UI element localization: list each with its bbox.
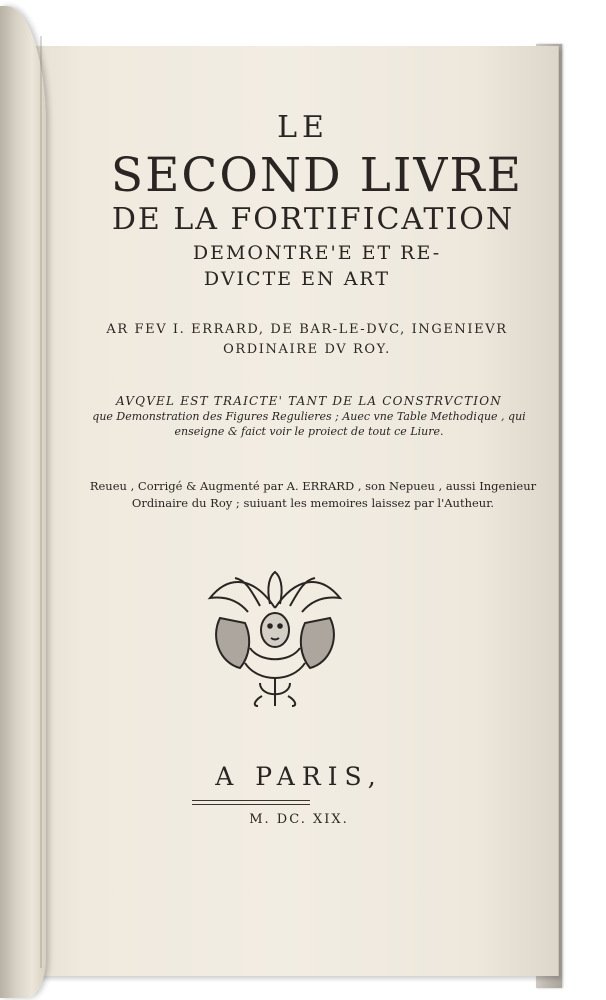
author-line-2: ORDINAIRE DV ROY. [223,342,391,357]
imprint-rule-bottom [192,804,310,805]
description-line-1: AVQVEL EST TRAICTE' TANT DE LA CONSTRVCTION [116,394,502,408]
title-line-dvicte: DVICTE EN ART [203,268,391,290]
revision-line-2: Ordinaire du Roy ; suiuant les memoires laissez par l'Autheur. [131,496,495,510]
publication-date: M. DC. XIX. [249,812,349,827]
printer-device-ornament-icon [200,568,350,708]
title-line-demontree: DEMONTRE'E ET RE- [192,242,442,264]
title-line-second-livre: SECOND LIVRE [110,148,524,203]
revision-line-1: Reueu , Corrigé & Augmenté par A. ERRARD , son Nepueu , aussi Ingenieur [89,479,537,493]
title-line-le: LE [277,110,329,145]
author-line-1: AR FEV I. ERRARD, DE BAR-LE-DVC, INGENIEVR [106,322,508,337]
place-of-publication: A PARIS, [215,762,383,791]
description-line-3: enseigne & faict voir le proiect de tout ce Liure. [174,425,444,438]
imprint-rule-top [192,800,310,801]
description-line-2: que Demonstration des Figures Regulieres ; Auec vne Table Methodique , qui [92,410,526,423]
title-line-fortification: DE LA FORTIFICATION [111,202,515,237]
